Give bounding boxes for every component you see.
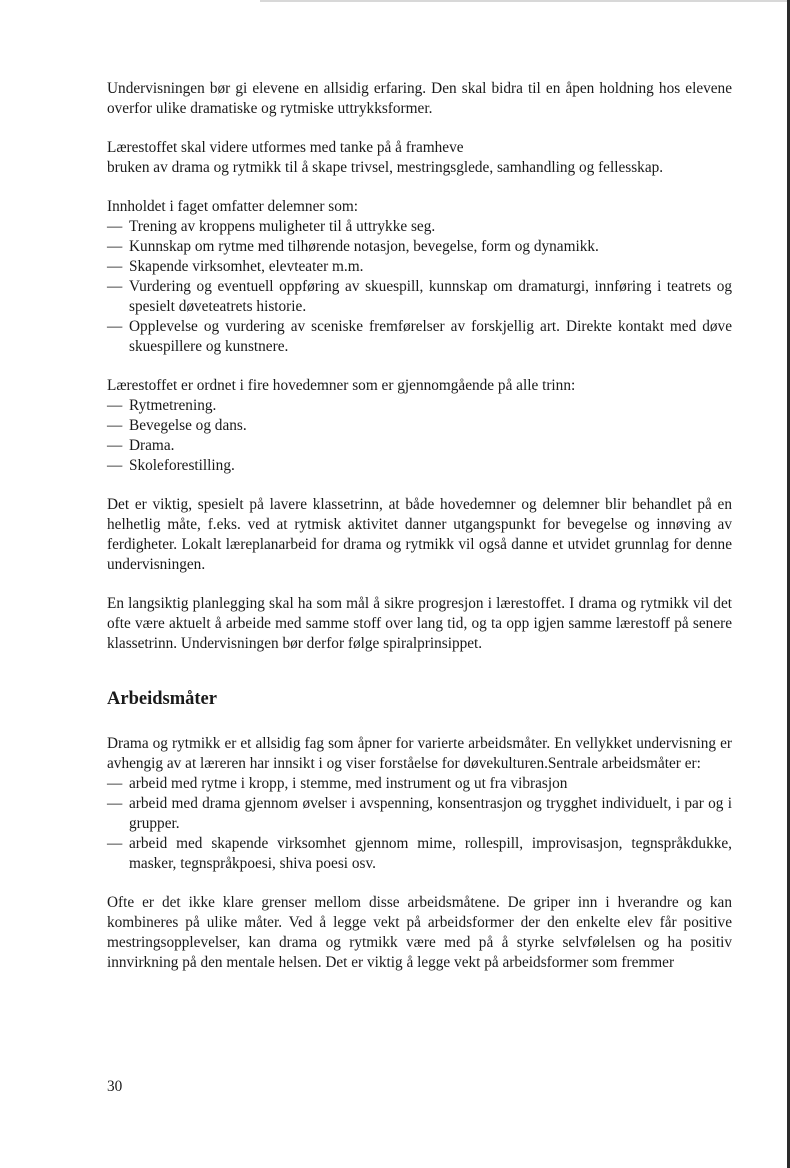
page-body: [107, 79, 732, 992]
dash-bullet: —: [107, 238, 123, 255]
list-item: [107, 317, 732, 357]
dash-bullet: —: [107, 417, 123, 434]
list-item-text: Drama.: [129, 437, 175, 454]
progresjon-paragraph: En langsiktig planlegging skal ha som mål å sikre progresjon i lærestoffet. I drama og rytmikk vil det ofte være aktuelt å arbeide med samme stoff over lang tid, og ta opp igjen samme lærestoff på senere klassetrinn. Undervisningen bør derfor følge spiralprinsippet.: [107, 595, 732, 652]
list-item: [107, 237, 732, 257]
dash-bullet: —: [107, 457, 123, 474]
list-item: [107, 416, 732, 436]
dash-bullet: —: [107, 437, 123, 454]
laerestoff-paragraph-line1: Lærestoffet skal videre utformes med tanke på å framheve: [107, 139, 464, 156]
dash-bullet: —: [107, 258, 123, 275]
list-item-text: Skoleforestilling.: [129, 457, 235, 474]
list-item-text: Vurdering og eventuell oppføring av skuespill, kunnskap om dramaturgi, innføring i teatrets og spesielt døveteatrets historie.: [129, 278, 732, 315]
delemner-intro: Innholdet i faget omfatter delemner som:: [107, 198, 359, 215]
hovedemner-list: [107, 396, 732, 476]
list-item-text: Bevegelse og dans.: [129, 417, 247, 434]
list-item: [107, 456, 732, 476]
dash-bullet: —: [107, 397, 123, 414]
arbeidsmater-intro: Drama og rytmikk er et allsidig fag som åpner for varierte arbeidsmåter. En vellykket undervisning er avhengig av at læreren har innsikt i og viser forståelse for døvekulturen.Sentrale arbeidsmåter er:: [107, 735, 732, 772]
arbeidsmater-list: [107, 774, 732, 874]
list-item: [107, 834, 732, 874]
laerestoff-paragraph-line2: bruken av drama og rytmikk til å skape trivsel, mestringsglede, samhandling og fellesskap.: [107, 159, 664, 176]
list-item-text: Rytmetrening.: [129, 397, 217, 414]
list-item: [107, 794, 732, 834]
dash-bullet: —: [107, 775, 123, 792]
list-item-text: arbeid med skapende virksomhet gjennom mime, rollespill, improvisasjon, tegnspråkdukke, masker, tegnspråkpoesi, shiva poesi osv.: [129, 835, 732, 872]
list-item-text: Opplevelse og vurdering av sceniske fremførelser av forskjellig art. Direkte kontakt med døve skuespillere og kunstnere.: [129, 318, 732, 355]
list-item-text: Trening av kroppens muligheter til å uttrykke seg.: [129, 218, 436, 235]
list-item-text: arbeid med drama gjennom øvelser i avspenning, konsentrasjon og trygghet individuelt, i par og i grupper.: [129, 795, 732, 832]
dash-bullet: —: [107, 278, 123, 295]
dash-bullet: —: [107, 318, 123, 335]
list-item: [107, 774, 732, 794]
dash-bullet: —: [107, 218, 123, 235]
list-item: [107, 396, 732, 416]
list-item-text: arbeid med rytme i kropp, i stemme, med instrument og ut fra vibrasjon: [129, 775, 568, 792]
list-item: [107, 257, 732, 277]
list-item: [107, 436, 732, 456]
list-item: [107, 277, 732, 317]
list-item-text: Skapende virksomhet, elevteater m.m.: [129, 258, 364, 275]
intro-paragraph: Undervisningen bør gi elevene en allsidig erfaring. Den skal bidra til en åpen holdning hos elevene overfor ulike dramatiske og rytmiske uttrykksformer.: [107, 80, 732, 117]
delemner-list: [107, 217, 732, 357]
section-heading-arbeidsmater: Arbeidsmåter: [107, 689, 217, 709]
hovedemner-intro: Lærestoffet er ordnet i fire hovedemner som er gjennomgående på alle trinn:: [107, 377, 576, 394]
dash-bullet: —: [107, 835, 123, 852]
page-number: 30: [107, 1078, 123, 1095]
scan-top-edge: [260, 0, 790, 2]
list-item-text: Kunnskap om rytme med tilhørende notasjon, bevegelse, form og dynamikk.: [129, 238, 599, 255]
helhetlig-paragraph: Det er viktig, spesielt på lavere klassetrinn, at både hovedemner og delemner blir behandlet på en helhetlig måte, f.eks. ved at rytmisk aktivitet danner utgangspunkt for bevegelse og innøving av ferdigheter. Lokalt læreplanarbeid for drama og rytmikk vil også danne et utvidet grunnlag for denne undervisningen.: [107, 496, 732, 573]
list-item: [107, 217, 732, 237]
dash-bullet: —: [107, 795, 123, 812]
grenser-paragraph: Ofte er det ikke klare grenser mellom disse arbeidsmåtene. De griper inn i hverandre og kan kombineres på ulike måter. Ved å legge vekt på arbeidsformer der den enkelte elev får positive mestringsopplevelser, kan drama og rytmikk være med på å styrke selvfølelsen og ha positiv innvirkning på den mentale helsen. Det er viktig å legge vekt på arbeidsformer som fremmer: [107, 894, 732, 971]
